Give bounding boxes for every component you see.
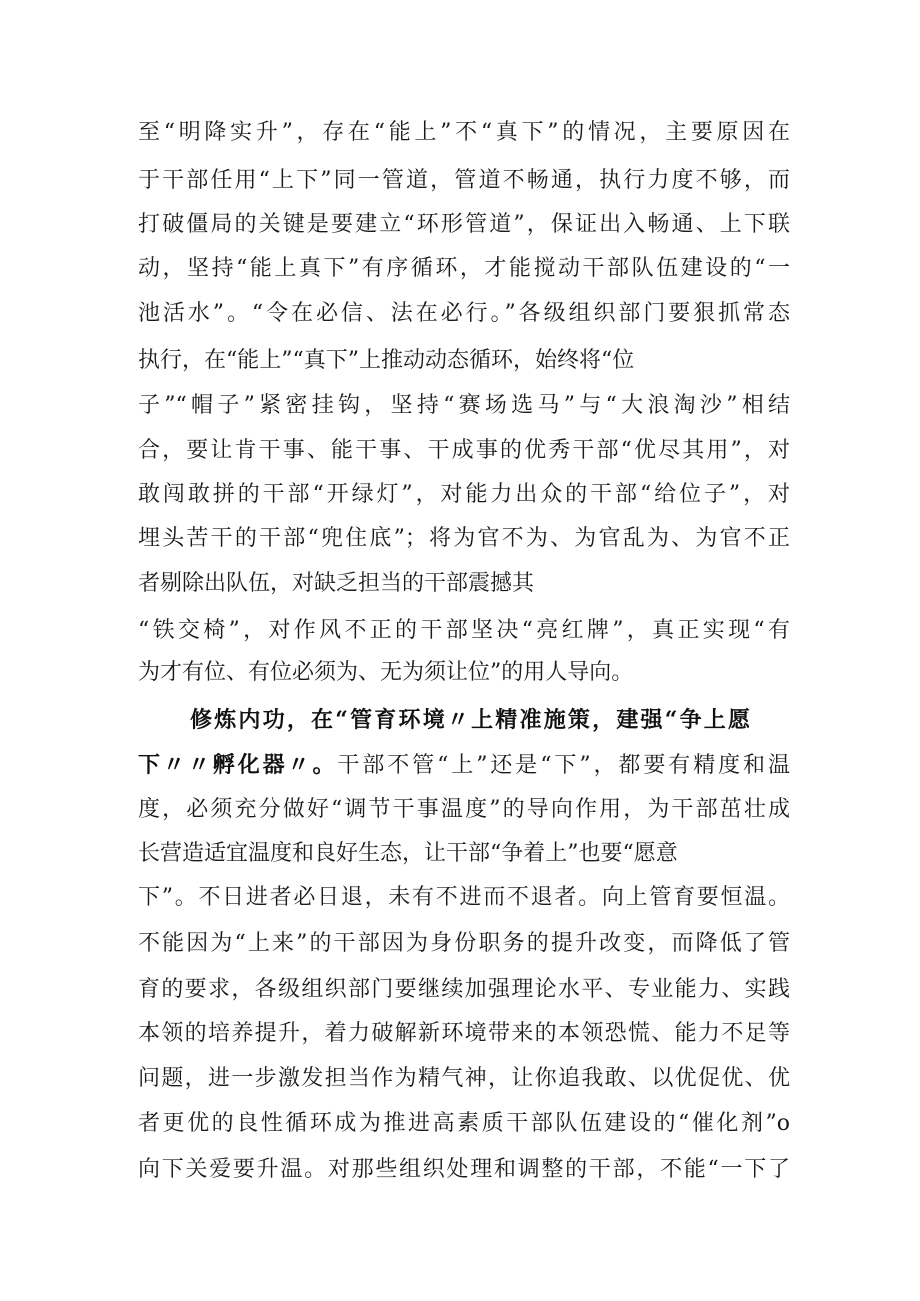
paragraph-line: 问题，进一步激发担当作为精气神，让你追我敢、以优促优、优 [138, 1066, 790, 1091]
section-heading-continuation: 下〃〃孵化器〃。 [138, 752, 338, 778]
paragraph-line: 下”。不日进者必日退，未有不进而不退者。向上管育要恒温。 [138, 885, 790, 910]
paragraph-line: 不能因为“上来”的干部因为身份职务的提升改变，而降低了管 [138, 931, 790, 956]
paragraph-line: 向下关爱要升温。对那些组织处理和调整的干部，不能“一下了 [138, 1157, 790, 1182]
paragraph-line: 于干部任用“上下”同一管道，管道不畅通，执行力度不够，而 [138, 168, 790, 193]
paragraph-line: 打破僵局的关键是要建立“环形管道”，保证出入畅通、上下联 [138, 212, 790, 237]
paragraph-line [138, 745, 790, 785]
paragraph-line: 度，必须充分做好“调节干事温度”的导向作用，为干部茁壮成 [138, 797, 790, 822]
paragraph-line: 合，要让肯干事、能干事、干成事的优秀干部“优尽其用”，对 [138, 438, 790, 463]
paragraph-line: 本领的培养提升，着力破解新环境带来的本领恐慌、能力不足等 [138, 1021, 790, 1046]
paragraph-line: 埋头苦干的干部“兜住底”；将为官不为、为官乱为、为官不正 [138, 526, 790, 551]
paragraph-line: 敢闯敢拼的干部“开绿灯”，对能力出众的干部“给位子”，对 [138, 482, 790, 507]
paragraph-line: 执行，在“能上”“真下”上推动动态循环，始终将“位 [138, 348, 635, 373]
paragraph-line: 为才有位、有位必须为、无为须让位”的用人导向。 [138, 660, 634, 685]
paragraph-line: 动，坚持“能上真下”有序循环，才能搅动干部队伍建设的“一 [138, 256, 790, 281]
section-heading: 修炼内功，在“管育环境〃上精准施策，建强“争上愿 [190, 707, 750, 733]
paragraph-text: 干部不管“上”还是“下”，都要有精度和温 [337, 753, 790, 778]
paragraph-line: 育的要求，各级组织部门要继续加强理论水平、专业能力、实践 [138, 977, 790, 1002]
paragraph-line: 子”“帽子”紧密挂钩，坚持“赛场选马”与“大浪淘沙”相结 [138, 393, 790, 418]
paragraph-line: 池活水”。“令在必信、法在必行。”各级组织部门要狠抓常态 [138, 301, 790, 326]
paragraph-line: 长营造适宜温度和良好生态，让干部“争着上”也要“愿意 [138, 841, 678, 866]
paragraph-line: “铁交椅”，对作风不正的干部坚决“亮红牌”，真正实现“有 [138, 618, 790, 643]
paragraph-line: 者剔除出队伍，对缺乏担当的干部震撼其 [138, 571, 535, 596]
paragraph-line: 者更优的良性循环成为推进高素质干部队伍建设的“催化剂”o [138, 1111, 790, 1136]
paragraph-line: 至“明降实升”，存在“能上”不“真下”的情况，主要原因在 [138, 120, 790, 145]
